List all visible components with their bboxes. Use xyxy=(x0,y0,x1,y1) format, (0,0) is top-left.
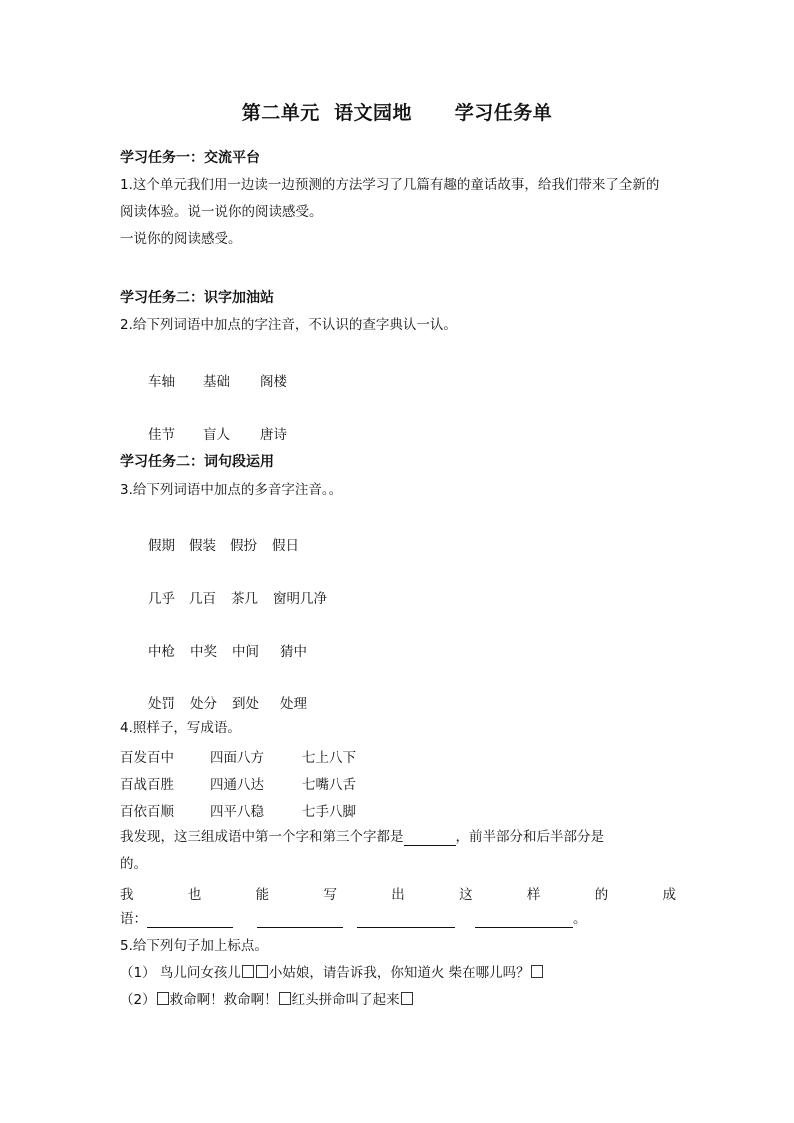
punctuation-box[interactable] xyxy=(256,965,268,978)
word: 茶几 xyxy=(231,591,258,607)
discovery-text-b: ，前半部分和后半部分是 xyxy=(455,829,604,845)
idiom-row-3 xyxy=(120,800,356,820)
word: 阁楼 xyxy=(260,374,287,390)
word: 基础 xyxy=(203,374,230,390)
char: 成 xyxy=(662,887,676,903)
polyphone-row-4 xyxy=(148,692,307,712)
word: 唐诗 xyxy=(260,427,287,443)
char: 写 xyxy=(323,887,337,903)
word: 车轴 xyxy=(148,374,175,390)
question-3: 3.给下列词语中加点的多音字注音。。 xyxy=(120,482,343,498)
question-1-line3: 一说你的阅读感受。 xyxy=(120,231,242,247)
idiom-label: 语： xyxy=(120,911,147,927)
word: 处理 xyxy=(280,696,307,712)
punctuation-box[interactable] xyxy=(531,965,543,978)
sentence-text: 小姑娘，请告诉我，你知道火 柴在哪儿吗？ xyxy=(268,965,530,981)
word: 假扮 xyxy=(230,538,257,554)
word-row-2 xyxy=(148,423,287,443)
idiom: 百发百中 xyxy=(120,750,174,766)
sentence-number: （1） xyxy=(120,965,156,981)
idiom: 四通八达 xyxy=(210,777,264,793)
word: 处罚 xyxy=(148,696,175,712)
word: 几乎 xyxy=(148,591,175,607)
task2-heading: 学习任务二：识字加油站 xyxy=(120,290,274,306)
word: 假期 xyxy=(148,538,175,554)
punctuation-box[interactable] xyxy=(401,992,413,1005)
char: 出 xyxy=(391,887,405,903)
char: 也 xyxy=(187,887,202,903)
idiom-row-1 xyxy=(120,746,356,766)
char: 这 xyxy=(459,887,473,903)
word: 假日 xyxy=(272,538,299,554)
idiom-row-2 xyxy=(120,773,356,793)
idiom: 百依百顺 xyxy=(120,804,174,820)
word: 猜中 xyxy=(280,644,307,660)
char: 的 xyxy=(594,887,609,903)
word: 几百 xyxy=(189,591,216,607)
word: 到处 xyxy=(232,696,259,712)
task1-heading: 学习任务一：交流平台 xyxy=(120,150,260,166)
char: 我 xyxy=(120,887,134,903)
punctuation-box[interactable] xyxy=(242,965,254,978)
char: 能 xyxy=(255,887,270,903)
word: 假装 xyxy=(189,538,216,554)
idiom-answer-line xyxy=(120,910,587,928)
question-1-line1: 1.这个单元我们用一边读一边预测的方法学习了几篇有趣的童话故事，给我们带来了全新的 xyxy=(120,177,660,193)
word: 处分 xyxy=(190,696,217,712)
word: 盲人 xyxy=(203,427,230,443)
word: 佳节 xyxy=(148,427,175,443)
polyphone-row-3 xyxy=(148,640,307,660)
word-row-1 xyxy=(148,370,287,390)
question-4: 4.照样子，写成语。 xyxy=(120,720,241,736)
char: 样 xyxy=(526,887,541,903)
word: 窗明几净 xyxy=(273,591,327,607)
sentence-1 xyxy=(120,964,544,982)
sentence-text: 救命啊！救命啊！ xyxy=(169,992,278,1008)
discovery-line-end: 的。 xyxy=(120,856,147,872)
sentence-2 xyxy=(120,991,414,1009)
polyphone-row-1 xyxy=(148,534,299,554)
question-1-line2: 阅读体验。说一说你的阅读感受。 xyxy=(120,204,323,220)
idiom: 七嘴八舌 xyxy=(302,777,356,793)
sentence-text: 鸟儿问女孩儿 xyxy=(155,965,241,981)
idiom: 百战百胜 xyxy=(120,777,174,793)
word: 中奖 xyxy=(190,644,217,660)
idiom: 四平八稳 xyxy=(210,804,264,820)
polyphone-row-2 xyxy=(148,587,327,607)
punctuation-box[interactable] xyxy=(279,992,291,1005)
idiom: 四面八方 xyxy=(210,750,264,766)
task3-heading: 学习任务二：词句段运用 xyxy=(120,454,274,470)
idiom-blank-2[interactable] xyxy=(257,913,343,928)
idiom-blank-1[interactable] xyxy=(147,913,233,928)
question-5: 5.给下列句子加上标点。 xyxy=(120,938,268,954)
discovery-line xyxy=(120,828,604,846)
answer-blank[interactable] xyxy=(404,831,456,846)
discovery-text-a: 我发现，这三组成语中第一个字和第三个字都是 xyxy=(120,829,404,845)
page-title: 第二单元 语文园地 学习任务单 xyxy=(241,102,553,124)
can-write-line xyxy=(120,883,676,903)
idiom: 七手八脚 xyxy=(302,804,356,820)
word: 中间 xyxy=(232,644,259,660)
idiom-blank-4[interactable] xyxy=(475,913,573,928)
idiom: 七上八下 xyxy=(302,750,356,766)
idiom-blank-3[interactable] xyxy=(357,913,455,928)
question-2: 2.给下列词语中加点的字注音，不认识的查字典认一认。 xyxy=(120,317,457,333)
sentence-number: （2） xyxy=(120,992,156,1008)
punctuation-box[interactable] xyxy=(157,992,169,1005)
sentence-text: 红头拼命叫了起来 xyxy=(291,992,400,1008)
period: 。 xyxy=(573,911,587,927)
word: 中枪 xyxy=(148,644,175,660)
